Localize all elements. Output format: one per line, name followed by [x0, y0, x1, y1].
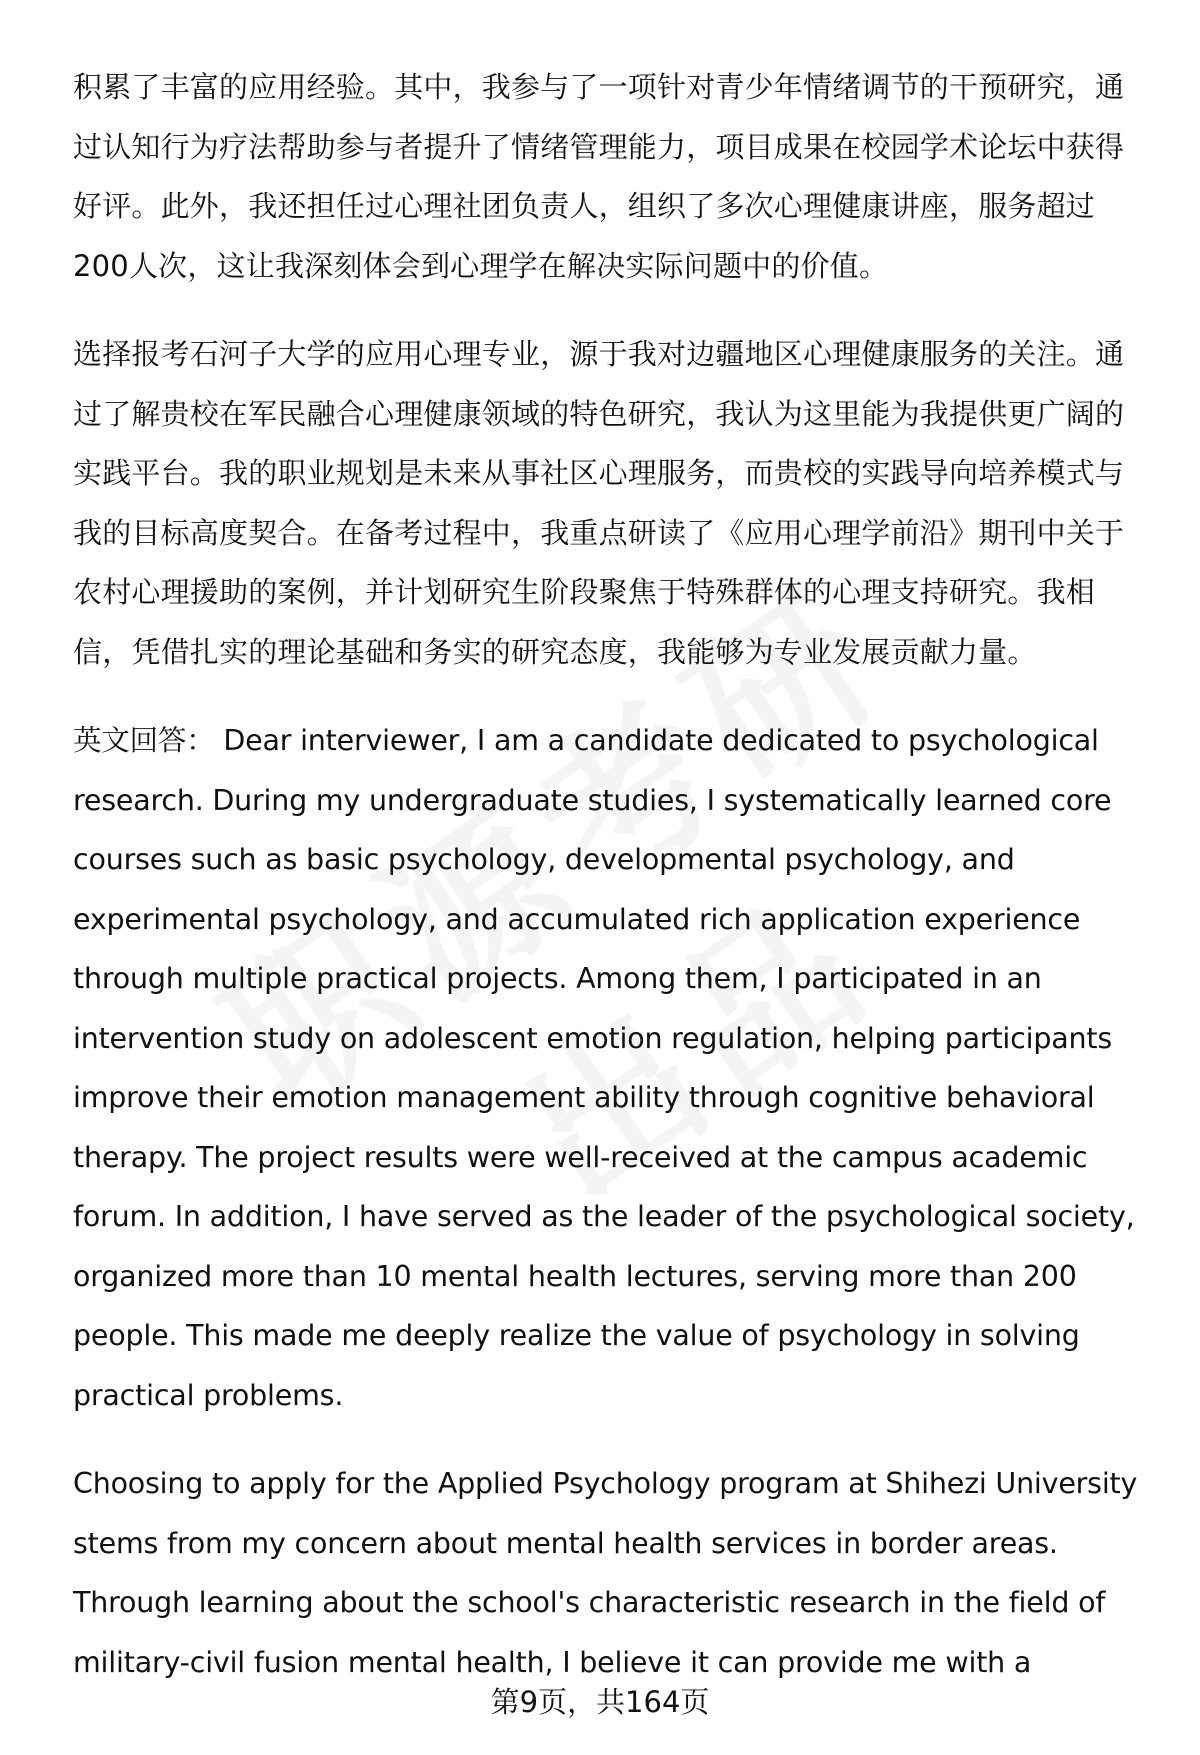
- page-number-footer: 第9页，共164页: [490, 1685, 710, 1719]
- document-body: [73, 58, 1163, 1692]
- chinese-paragraph-2: 选择报考石河子大学的应用心理专业，源于我对边疆地区心理健康服务的关注。通 过了解贵校在军民融合心理健康领域的特色研究，我认为这里能为我提供更广阔的 实践平台。我的职业规划是未来从事社区心理服务，而贵校的实践导向培养模式与 我的目标高度契合。在备考过程中，我重点研读了《应用心理学前沿》期刊中关于 农村心理援助的案例，并计划研究生阶段聚焦于特殊群体的心理支持研究。我相 信，凭借扎实的理论基础和务实的研究态度，我能够为专业发展贡献力量。: [73, 337, 1125, 669]
- chinese-paragraph-1: 积累了丰富的应用经验。其中，我参与了一项针对青少年情绪调节的干预研究，通 过认知行为疗法帮助参与者提升了情绪管理能力，项目成果在校园学术论坛中获得 好评。此外，我还担任过心理社团负责人，组织了多次心理健康讲座，服务超过 200人次，这让我深刻体会到心理学在解决实际问题中的价值。: [73, 70, 1125, 283]
- english-answer-paragraph-1: 英文回答： Dear interviewer, I am a candidate dedicated to psychological research. During my undergraduate studies, I systematically learned core courses such as basic psychology, developmental psychology, and experimental psychology, and accumulated rich application experience through multiple practical projects. Among them, I participated in an intervention study on adolescent emotion regulation, helping participants improve their emotion management ability through cognitive behavioral therapy. The project results were well-received at the campus academic forum. In addition, I have served as the leader of the psychological society, organized more than 10 mental health lectures, serving more than 200 people. This made me deeply realize the value of psychology in solving practical problems.: [73, 724, 1135, 1412]
- english-answer-paragraph-2: Choosing to apply for the Applied Psychology program at Shihezi University stems from my concern about mental health services in border areas. Through learning about the school's characteristic research in the field of military-civil fusion mental health, I believe it can provide me with a: [73, 1467, 1138, 1679]
